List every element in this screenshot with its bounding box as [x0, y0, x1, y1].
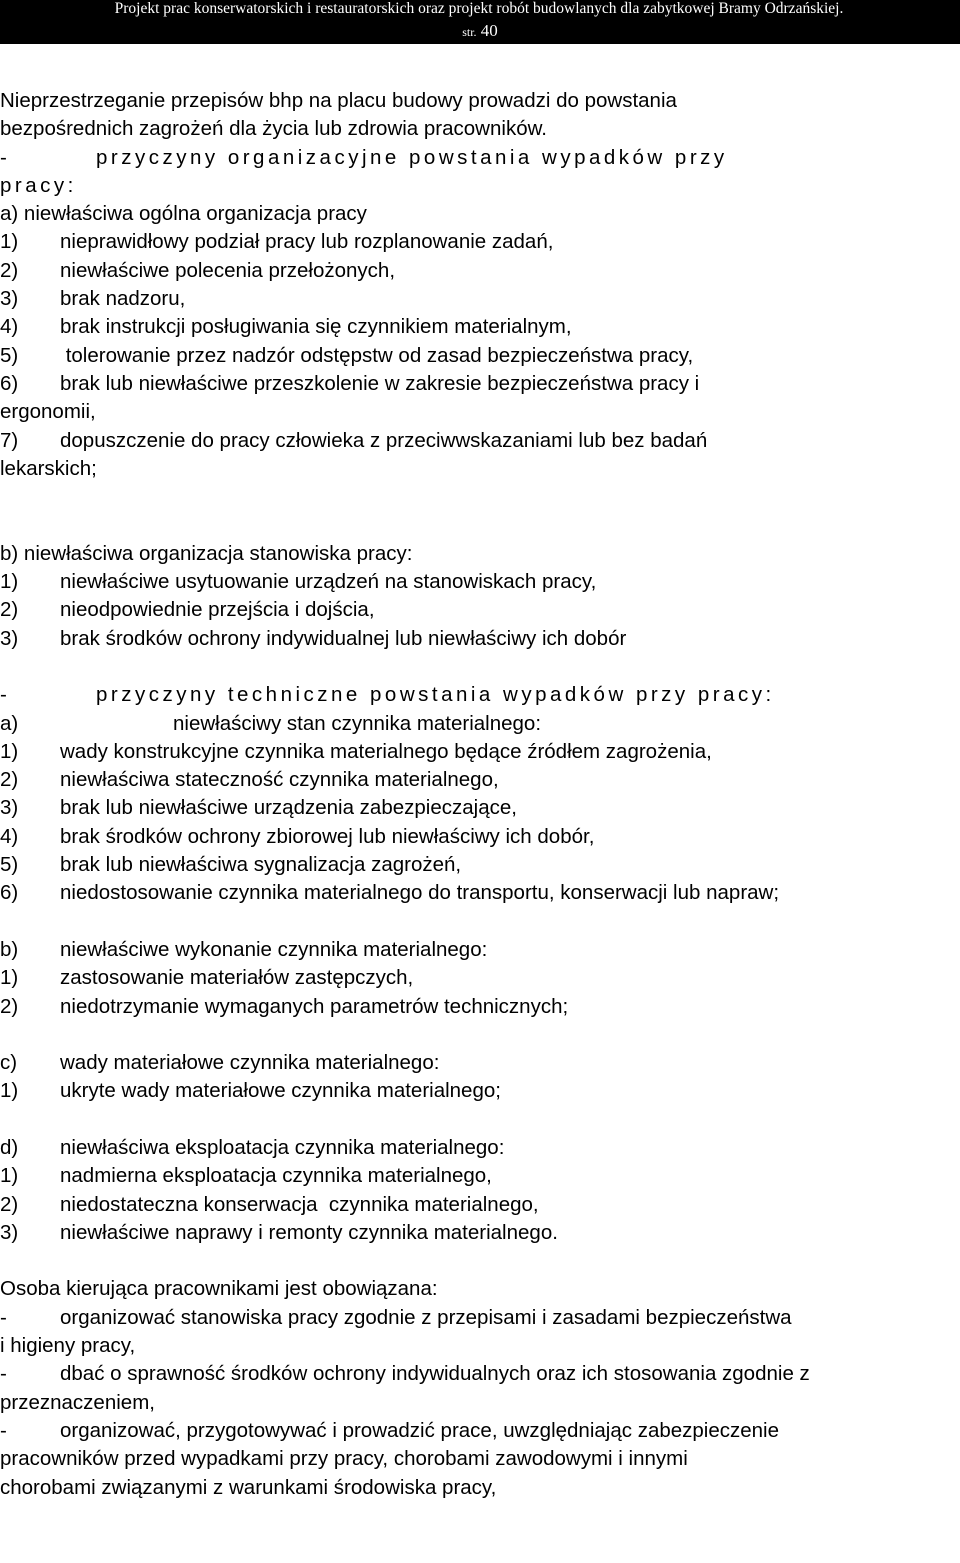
item-text: tolerowanie przez nadzór odstępstw od zasad bezpieczeństwa pracy, — [60, 343, 694, 367]
subsection-text: niewłaściwa eksploatacja czynnika materialnego: — [60, 1135, 505, 1159]
item-text: brak instrukcji posługiwania się czynnikiem materialnym, — [60, 315, 572, 339]
item-text: nadmierna eksploatacja czynnika materialnego, — [60, 1164, 492, 1188]
list-item-continuation: lekarskich; — [0, 456, 97, 480]
list-item — [0, 342, 960, 370]
item-number: 2) — [0, 598, 19, 622]
list-item — [0, 257, 960, 285]
duty-continuation: chorobami związanymi z warunkami środowiska pracy, — [0, 1475, 497, 1499]
list-item — [0, 596, 960, 624]
dash-bullet: - — [0, 1362, 7, 1386]
item-number: 5) — [0, 343, 19, 367]
list-item — [0, 1077, 960, 1105]
item-text: nieodpowiednie przejścia i dojścia, — [60, 598, 375, 622]
spacer — [0, 1247, 960, 1275]
item-number: 6) — [0, 881, 19, 905]
item-number: 4) — [0, 824, 19, 848]
item-text: wady konstrukcyjne czynnika materialnego będące źródłem zagrożenia, — [60, 739, 712, 763]
item-number: 1) — [0, 1164, 19, 1188]
item-text: dopuszczenie do pracy człowieka z przeciwwskazaniami lub bez badań — [60, 428, 708, 452]
subsection-title: b) niewłaściwa organizacja stanowiska pracy: — [0, 541, 413, 565]
heading-text: przyczyny techniczne powstania wypadków przy pracy: — [96, 683, 775, 707]
item-text: zastosowanie materiałów zastępczych, — [60, 966, 414, 990]
subsection-text: niewłaściwe wykonanie czynnika materialnego: — [60, 937, 488, 961]
dash-bullet: - — [0, 683, 7, 707]
spacer — [0, 908, 960, 936]
item-number: 1) — [0, 570, 19, 594]
subsection-title — [0, 710, 960, 738]
duty-text: organizować stanowiska pracy zgodnie z przepisami i zasadami bezpieczeństwa — [60, 1305, 792, 1329]
item-number: 3) — [0, 287, 19, 311]
document-body — [0, 87, 960, 1502]
list-item — [0, 738, 960, 766]
subsection-title — [0, 1049, 960, 1077]
item-number: 2) — [0, 1192, 19, 1216]
section-heading-organizational — [0, 144, 960, 172]
item-text: niewłaściwa stateczność czynnika materialnego, — [60, 768, 499, 792]
list-item — [0, 427, 960, 455]
list-item — [0, 1162, 960, 1190]
spacer — [0, 1106, 960, 1134]
heading-text: przyczyny organizacyjne powstania wypadków przy — [96, 145, 728, 169]
list-item — [0, 879, 960, 907]
item-number: 2) — [0, 258, 19, 282]
duty-item — [0, 1304, 960, 1332]
item-text: niedostateczna konserwacja czynnika materialnego, — [60, 1192, 539, 1216]
item-number: 5) — [0, 853, 19, 877]
item-number: 3) — [0, 1220, 19, 1244]
list-item — [0, 823, 960, 851]
list-item — [0, 228, 960, 256]
list-item — [0, 794, 960, 822]
duty-item — [0, 1360, 960, 1388]
dash-bullet: - — [0, 1418, 7, 1442]
subsection-text: wady materiałowe czynnika materialnego: — [60, 1051, 440, 1075]
duty-text: dbać o sprawność środków ochrony indywidualnych oraz ich stosowania zgodnie z — [60, 1362, 810, 1386]
intro-line: Nieprzestrzeganie przepisów bhp na placu budowy prowadzi do powstania — [0, 89, 677, 112]
item-text: niewłaściwe polecenia przełożonych, — [60, 258, 396, 282]
spacer — [0, 1021, 960, 1049]
list-item — [0, 851, 960, 879]
item-number: 1) — [0, 1079, 19, 1103]
item-text: brak lub niewłaściwe przeszkolenie w zakresie bezpieczeństwa pracy i — [60, 371, 700, 395]
spacer — [0, 483, 960, 540]
item-text: brak lub niewłaściwa sygnalizacja zagrożeń, — [60, 853, 462, 877]
item-text: ukryte wady materiałowe czynnika materialnego; — [60, 1079, 501, 1103]
subsection-text: niewłaściwy stan czynnika materialnego: — [173, 711, 542, 735]
page-label: str. — [462, 25, 477, 39]
list-item — [0, 766, 960, 794]
duty-item — [0, 1417, 960, 1445]
item-number: 1) — [0, 739, 19, 763]
item-text: nieprawidłowy podział pracy lub rozplanowanie zadań, — [60, 230, 554, 254]
list-item — [0, 993, 960, 1021]
list-item — [0, 313, 960, 341]
item-number: 3) — [0, 626, 19, 650]
item-number: 4) — [0, 315, 19, 339]
duty-continuation: i higieny pracy, — [0, 1334, 136, 1358]
item-number: 2) — [0, 994, 19, 1018]
page-header — [0, 0, 960, 44]
subsection-title — [0, 1134, 960, 1162]
item-text: brak środków ochrony indywidualnej lub niewłaściwy ich dobór — [60, 626, 627, 650]
item-text: brak lub niewłaściwe urządzenia zabezpieczające, — [60, 796, 517, 820]
duty-text: organizować, przygotowywać i prowadzić prace, uwzględniając zabezpieczenie — [60, 1418, 780, 1442]
item-number: 2) — [0, 768, 19, 792]
page-number-line — [0, 20, 960, 43]
item-text: brak środków ochrony zbiorowej lub niewłaściwy ich dobór, — [60, 824, 595, 848]
item-text: niewłaściwe usytuowanie urządzeń na stanowiskach pracy, — [60, 570, 597, 594]
list-item — [0, 1191, 960, 1219]
item-text: niewłaściwe naprawy i remonty czynnika materialnego. — [60, 1220, 558, 1244]
page-number: 40 — [480, 21, 498, 40]
list-item — [0, 625, 960, 653]
item-number: 1) — [0, 230, 19, 254]
subsection-letter: c) — [0, 1051, 18, 1075]
item-text: niedostosowanie czynnika materialnego do transportu, konserwacji lub napraw; — [60, 881, 780, 905]
item-number: 1) — [0, 966, 19, 990]
item-text: brak nadzoru, — [60, 287, 186, 311]
subsection-title — [0, 936, 960, 964]
list-item — [0, 568, 960, 596]
item-number: 7) — [0, 428, 19, 452]
subsection-letter: d) — [0, 1135, 19, 1159]
intro-line: bezpośrednich zagrożeń dla życia lub zdrowia pracowników. — [0, 117, 547, 141]
list-item — [0, 964, 960, 992]
dash-bullet: - — [0, 145, 7, 169]
dash-bullet: - — [0, 1305, 7, 1329]
duty-continuation: pracowników przed wypadkami przy pracy, chorobami zawodowymi i innymi — [0, 1447, 688, 1471]
list-item — [0, 285, 960, 313]
subsection-letter: b) — [0, 937, 19, 961]
list-item — [0, 1219, 960, 1247]
section-heading-technical — [0, 681, 960, 709]
duty-continuation: przeznaczeniem, — [0, 1390, 155, 1414]
subsection-title: a) niewłaściwa ogólna organizacja pracy — [0, 202, 367, 226]
spacer — [0, 653, 960, 681]
heading-continuation: pracy: — [0, 173, 77, 197]
document-title: Projekt prac konserwatorskich i restauratorskich oraz projekt robót budowlanych dla zabytkowej Bramy Odrzańskiej. — [114, 0, 844, 17]
item-number: 3) — [0, 796, 19, 820]
list-item-continuation: ergonomii, — [0, 400, 96, 424]
subsection-letter: a) — [0, 711, 19, 735]
item-number: 6) — [0, 371, 19, 395]
duties-title: Osoba kierująca pracownikami jest obowiązana: — [0, 1277, 438, 1301]
item-text: niedotrzymanie wymaganych parametrów technicznych; — [60, 994, 569, 1018]
list-item — [0, 370, 960, 398]
